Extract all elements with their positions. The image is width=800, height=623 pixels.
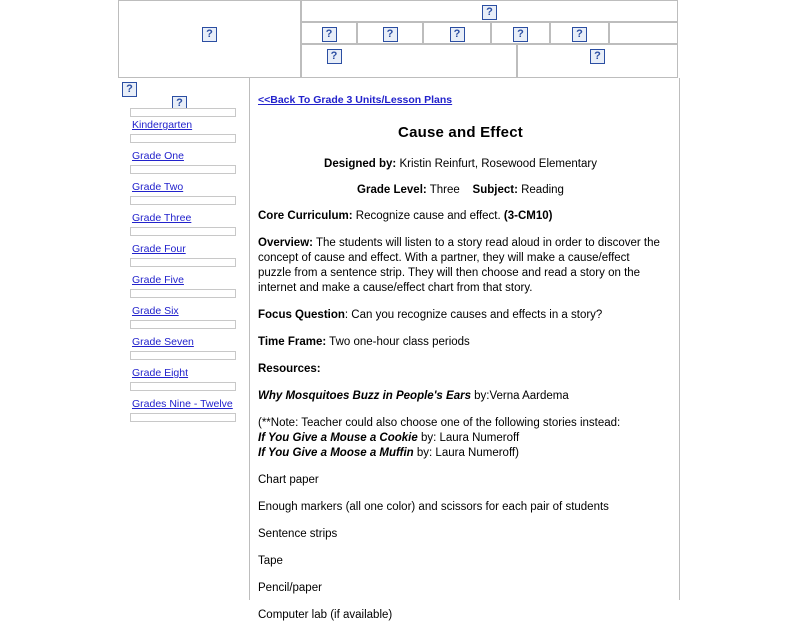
broken-image-icon[interactable] [590, 49, 605, 64]
time-frame-value: Two one-hour class periods [326, 336, 470, 348]
sidebar-item-grade-four[interactable]: Grade Four [132, 243, 186, 255]
broken-image-icon[interactable] [122, 82, 137, 97]
core-curriculum-value: Recognize cause and effect. [352, 210, 504, 222]
back-to-units-link[interactable]: <<Back To Grade 3 Units/Lesson Plans [258, 94, 453, 106]
banner-cell-nav-7[interactable] [301, 44, 517, 78]
banner-cell-title[interactable] [301, 0, 678, 22]
sidebar-item-kindergarten[interactable]: Kindergarten [132, 119, 193, 131]
note-intro: (**Note: Teacher could also choose one of the following stories instead: [258, 417, 621, 429]
sidebar-divider-6 [130, 320, 236, 329]
banner-cell-nav-3[interactable] [423, 22, 491, 44]
sidebar-item-grade-one[interactable]: Grade One [132, 150, 184, 162]
broken-image-icon[interactable] [383, 27, 398, 42]
top-banner [118, 0, 678, 78]
broken-image-icon[interactable] [322, 27, 337, 42]
core-curriculum-code: (3-CM10) [503, 210, 553, 222]
note-book-2-title: If You Give a Moose a Muffin [258, 447, 414, 459]
focus-question-label: Focus Question [258, 309, 345, 321]
time-frame-line [258, 335, 663, 350]
sidebar-divider-3 [130, 227, 236, 236]
broken-image-icon[interactable] [327, 49, 342, 64]
sidebar-item-grade-two[interactable]: Grade Two [132, 181, 184, 193]
note-book-2-author: by: Laura Numeroff) [413, 447, 519, 459]
overview-line [258, 236, 663, 296]
banner-cell-nav-5[interactable] [550, 22, 609, 44]
note-book-1-title: If You Give a Mouse a Cookie [258, 432, 418, 444]
grade-subject-line [258, 183, 663, 198]
broken-image-icon[interactable] [202, 27, 217, 42]
resources-label: Resources: [258, 363, 321, 375]
sidebar-divider-9 [130, 413, 236, 422]
sidebar-search-input[interactable] [130, 108, 236, 117]
designed-by-line [258, 157, 663, 172]
sidebar-item-grade-three[interactable]: Grade Three [132, 212, 192, 224]
broken-image-icon[interactable] [482, 5, 497, 20]
material-item: Pencil/paper [258, 582, 322, 594]
sidebar-divider-2 [130, 196, 236, 205]
resource-note [258, 416, 663, 461]
designed-by-value: Kristin Reinfurt, Rosewood Elementary [396, 158, 597, 170]
banner-cell-nav-1[interactable] [301, 22, 357, 44]
resource-book-title: Why Mosquitoes Buzz in People's Ears [258, 390, 471, 402]
sidebar-divider-0 [130, 134, 236, 143]
sidebar [118, 78, 250, 600]
sidebar-item-grade-five[interactable]: Grade Five [132, 274, 184, 286]
resource-primary-book [258, 389, 663, 404]
material-item: Tape [258, 555, 283, 567]
page-title: Cause and Effect [398, 124, 523, 141]
banner-cell-nav-4[interactable] [491, 22, 550, 44]
broken-image-icon[interactable] [450, 27, 465, 42]
grade-level-label: Grade Level: [357, 184, 427, 196]
broken-image-icon[interactable] [572, 27, 587, 42]
core-curriculum-line [258, 209, 663, 224]
time-frame-label: Time Frame: [258, 336, 327, 348]
core-curriculum-label: Core Curriculum: [258, 210, 353, 222]
focus-question-line [258, 308, 663, 323]
banner-cell-nav-8[interactable] [517, 44, 678, 78]
resource-book-author: by:Verna Aardema [470, 390, 569, 402]
grade-level-value: Three [426, 184, 460, 196]
sidebar-nav-list [132, 120, 238, 430]
focus-question-value: : Can you recognize causes and effects in a story? [344, 309, 603, 321]
sidebar-divider-5 [130, 289, 236, 298]
resources-heading [258, 362, 663, 377]
note-book-1-author: by: Laura Numeroff [417, 432, 520, 444]
sidebar-divider-1 [130, 165, 236, 174]
sidebar-divider-7 [130, 351, 236, 360]
subject-value: Reading [517, 184, 564, 196]
material-item: Sentence strips [258, 528, 338, 540]
material-item: Computer lab (if available) [258, 609, 393, 621]
sidebar-item-grade-six[interactable]: Grade Six [132, 305, 179, 317]
overview-value: The students will listen to a story read aloud in order to discover the concept of cause and effect. With a partner, they will make a cause/effect puzzle from a sentence strip. They will then choose and read a story on the internet and make a cause/effect chart from that story. [258, 237, 660, 294]
broken-image-icon[interactable] [513, 27, 528, 42]
sidebar-divider-4 [130, 258, 236, 267]
material-item: Enough markers (all one color) and scissors for each pair of students [258, 501, 609, 513]
lesson-plan-content [250, 78, 680, 621]
overview-label: Overview: [258, 237, 313, 249]
material-item: Chart paper [258, 474, 319, 486]
sidebar-item-grades-nine-twelve[interactable]: Grades Nine - Twelve [132, 398, 233, 410]
sidebar-item-grade-eight[interactable]: Grade Eight [132, 367, 189, 379]
sidebar-item-grade-seven[interactable]: Grade Seven [132, 336, 194, 348]
banner-cell-nav-2[interactable] [357, 22, 423, 44]
banner-cell-logo[interactable] [118, 0, 301, 78]
designed-by-label: Designed by: [324, 158, 397, 170]
sidebar-divider-8 [130, 382, 236, 391]
subject-label: Subject: [472, 184, 518, 196]
banner-cell-nav-6[interactable] [609, 22, 678, 44]
